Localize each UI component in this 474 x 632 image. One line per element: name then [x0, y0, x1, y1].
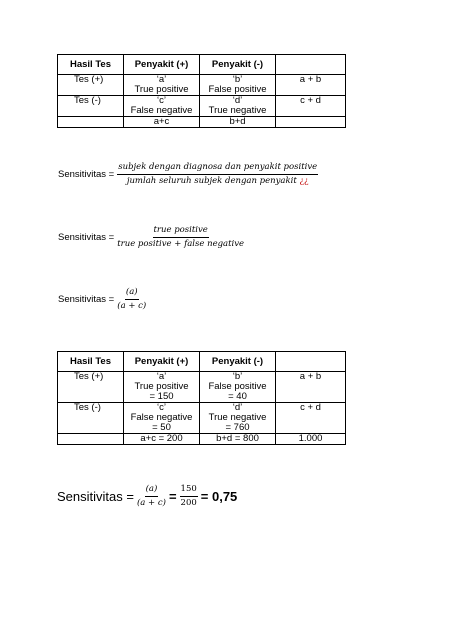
table-cell: ‘a’ True positive = 150 [124, 372, 200, 403]
table-cell: a+c = 200 [124, 434, 200, 445]
table-cell: c + d [276, 96, 346, 117]
formula-label: Sensitivitas = [58, 232, 115, 243]
header-cell [276, 352, 346, 372]
numerator: subjek dengan diagnosa dan penyakit positive [117, 162, 318, 175]
table-cell: b+d [200, 117, 276, 128]
formula-3 [58, 287, 146, 312]
header-cell [276, 55, 346, 75]
table-row [58, 372, 346, 403]
table-row [58, 434, 346, 445]
numerator: 150 [180, 484, 198, 497]
table-cell: 1.000 [276, 434, 346, 445]
table-row [58, 403, 346, 434]
table-1 [57, 54, 346, 128]
formula-label: Sensitivitas = [58, 294, 115, 305]
table-cell: c + d [276, 403, 346, 434]
row-label [58, 117, 124, 128]
table-cell: ‘d’ True negative [200, 96, 276, 117]
result-value: = 0,75 [200, 489, 238, 504]
table-cell: ‘c’ False negative = 50 [124, 403, 200, 434]
header-cell: Hasil Tes [58, 352, 124, 372]
header-cell: Hasil Tes [58, 55, 124, 75]
formula-label: Sensitivitas = [57, 489, 134, 504]
denominator: 200 [180, 498, 197, 508]
formula-2 [58, 225, 244, 250]
denominator: true positive + false negative [117, 239, 245, 249]
table-cell: ‘c’ False negative [124, 96, 200, 117]
fraction [180, 484, 198, 509]
fraction [117, 287, 146, 312]
table-cell [276, 117, 346, 128]
equals-sign: = [168, 489, 177, 504]
table-cell: a+c [124, 117, 200, 128]
numerator: (a) [125, 287, 139, 300]
table-row [58, 75, 346, 96]
table-header-row [58, 55, 346, 75]
header-cell: Penyakit (-) [200, 55, 276, 75]
formula-label: Sensitivitas = [58, 169, 115, 180]
row-label: Tes (-) [58, 96, 124, 117]
table-cell: ‘b’ False positive = 40 [200, 372, 276, 403]
row-label: Tes (+) [58, 372, 124, 403]
row-label: Tes (+) [58, 75, 124, 96]
row-label: Tes (-) [58, 403, 124, 434]
header-cell: Penyakit (-) [200, 352, 276, 372]
numerator: true positive [153, 225, 209, 238]
table-row [58, 96, 346, 117]
formula-4 [57, 484, 237, 509]
table-2 [57, 351, 346, 445]
row-label [58, 434, 124, 445]
table-cell: ‘a’ True positive [124, 75, 200, 96]
fraction [117, 225, 244, 250]
denominator: (a + c) [136, 498, 166, 508]
header-cell: Penyakit (+) [124, 55, 200, 75]
numerator: (a) [145, 484, 159, 497]
table-cell: ‘b’ False positive [200, 75, 276, 96]
formula-1 [58, 162, 318, 187]
table-header-row [58, 352, 346, 372]
table-cell: a + b [276, 372, 346, 403]
denominator: (a + c) [117, 301, 147, 311]
table-cell: a + b [276, 75, 346, 96]
table-cell: b+d = 800 [200, 434, 276, 445]
fraction [117, 162, 318, 187]
fraction [137, 484, 166, 509]
header-cell: Penyakit (+) [124, 352, 200, 372]
denominator: jumlah seluruh subjek dengan penyakit ¿¿ [126, 176, 309, 186]
table-row [58, 117, 346, 128]
table-cell: ‘d’ True negative = 760 [200, 403, 276, 434]
